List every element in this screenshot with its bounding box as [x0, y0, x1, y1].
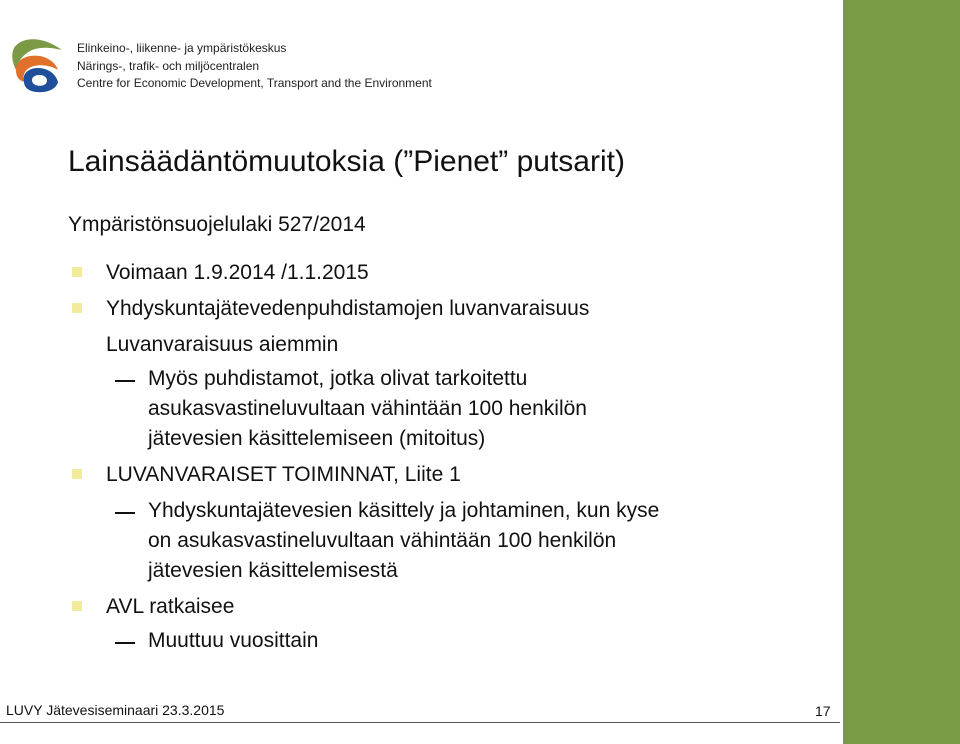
org-name-swedish: Närings-, trafik- och miljöcentralen	[77, 58, 260, 73]
footer-event-label: LUVY Jätevesiseminaari 23.3.2015	[6, 702, 225, 718]
organization-name	[77, 40, 432, 93]
sub-bullet-item	[0, 626, 840, 656]
bullet-item	[0, 592, 840, 622]
slide-title: Lainsäädäntömuutoksia (”Pienet” putsarit)	[68, 145, 625, 178]
bullet-text: Yhdyskuntajätevedenpuhdistamojen luvanvaraisuus	[106, 297, 590, 320]
bullet-text: LUVANVARAISET TOIMINNAT, Liite 1	[106, 463, 461, 486]
sub-bullet-text: Yhdyskuntajätevesien käsittely ja johtaminen, kun kyse	[148, 499, 660, 522]
bullet-list	[0, 258, 840, 656]
bullet-item	[0, 258, 840, 288]
org-name-english: Centre for Economic Development, Transport and the Environment	[77, 76, 432, 90]
dash-bullet-icon	[115, 380, 135, 382]
page-number: 17	[815, 703, 831, 719]
dash-bullet-icon	[115, 642, 135, 644]
sub-bullet-text: jätevesien käsittelemisestä	[148, 559, 398, 582]
bullet-text: Luvanvaraisuus aiemmin	[106, 333, 339, 356]
sub-bullet-item	[0, 364, 840, 454]
org-name-finnish: Elinkeino-, liikenne- ja ympäristökeskus	[77, 41, 287, 55]
ely-centre-logo-icon	[6, 30, 66, 94]
bullet-item	[0, 460, 840, 490]
sub-bullet-text: jätevesien käsittelemiseen (mitoitus)	[148, 427, 486, 450]
bullet-item	[0, 294, 840, 324]
bullet-item-continuation	[0, 330, 840, 360]
slide-subtitle: Ympäristönsuojelulaki 527/2014	[68, 213, 366, 236]
bullet-text: AVL ratkaisee	[106, 595, 235, 618]
sub-bullet-text: Muuttuu vuosittain	[148, 629, 319, 652]
sub-bullet-item	[0, 496, 840, 586]
sub-bullet-text: asukasvastineluvultaan vähintään 100 henkilön	[148, 397, 587, 420]
side-accent-bar	[843, 0, 960, 744]
footer-divider	[0, 722, 840, 723]
dash-bullet-icon	[115, 512, 135, 514]
sub-bullet-text: on asukasvastineluvultaan vähintään 100 henkilön	[148, 529, 617, 552]
bullet-text: Voimaan 1.9.2014 /1.1.2015	[106, 261, 369, 284]
sub-bullet-text: Myös puhdistamot, jotka olivat tarkoitettu	[148, 367, 528, 390]
